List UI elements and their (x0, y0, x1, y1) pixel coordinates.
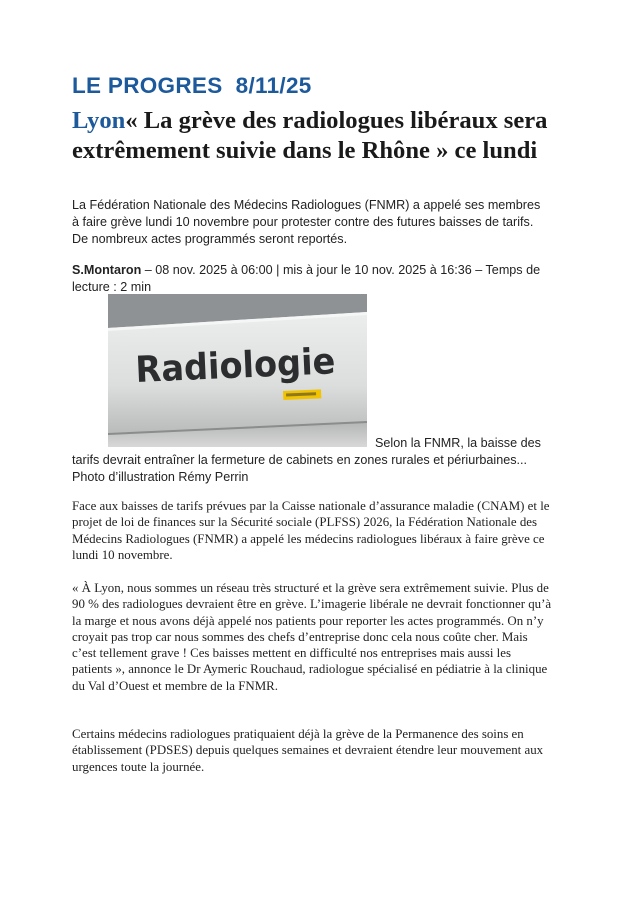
article-byline (72, 262, 542, 296)
byline-author: S.Montaron (72, 263, 142, 277)
photo-caption: Selon la FNMR, la baisse des tarifs devrait entraîner la fermeture de cabinets en zones rurales et périurbaines... Photo d’illustration Rémy Perrin (72, 436, 541, 484)
sign-text: Radiologie (134, 340, 351, 391)
headline-text: « La grève des radiologues libéraux sera extrêmement suivie dans le Rhône » ce lundi (72, 107, 548, 164)
masthead (72, 73, 312, 99)
masthead-date: 8/11/25 (235, 73, 312, 98)
radiology-sign-illustration (108, 294, 367, 447)
article-headline (72, 106, 552, 165)
byline-meta: – 08 nov. 2025 à 06:00 | mis à jour le 10 nov. 2025 à 16:36 – Temps de lecture : 2 min (72, 263, 541, 294)
article-photo (108, 294, 367, 447)
article-paragraph: Face aux baisses de tarifs prévues par la Caisse nationale d’assurance maladie (CNAM) et le projet de loi de finances sur la Sécurité sociale (PLFSS) 2026, la Fédération Nationale des Médecins Radiologues (FNMR) a appelé les médecins radiologues libéraux à faire grève ce lundi 10 novembre. (72, 499, 550, 562)
article-lead: La Fédération Nationale des Médecins Radiologues (FNMR) a appelé ses membres à faire grève lundi 10 novembre pour protester contre des futures baisses de tarifs. De nombreux actes programmés seront reportés. (72, 198, 541, 246)
article-paragraph: « À Lyon, nous sommes un réseau très structuré et la grève sera extrêmement suivie. Plus de 90 % des radiologues devraient être en grève. L’imagerie libérale ne devrait fonctionner qu’à la marge et nous avons déjà appelé nos patients pour reporter les actes programmés. On n’y croyait pas trop car nous sommes des chefs d’entreprise donc cela nous coûte cher. Mais c’est tellement grave ! Ces baisses mettent en difficulté nos entreprises mais aussi les patients », annonce le Dr Aymeric Rouchaud, radiologue spécialisé en pédiatrie à la clinique du Val d’Ouest et membre de la FNMR. (72, 581, 552, 693)
headline-city: Lyon (72, 107, 126, 134)
article-paragraph: Certains médecins radiologues pratiquaient déjà la grève de la Permanence des soins en établissement (PDSES) depuis quelques semaines et devraient étendre leur mouvement aux urgences toute la journée. (72, 727, 544, 774)
masthead-paper: LE PROGRES (72, 73, 223, 98)
